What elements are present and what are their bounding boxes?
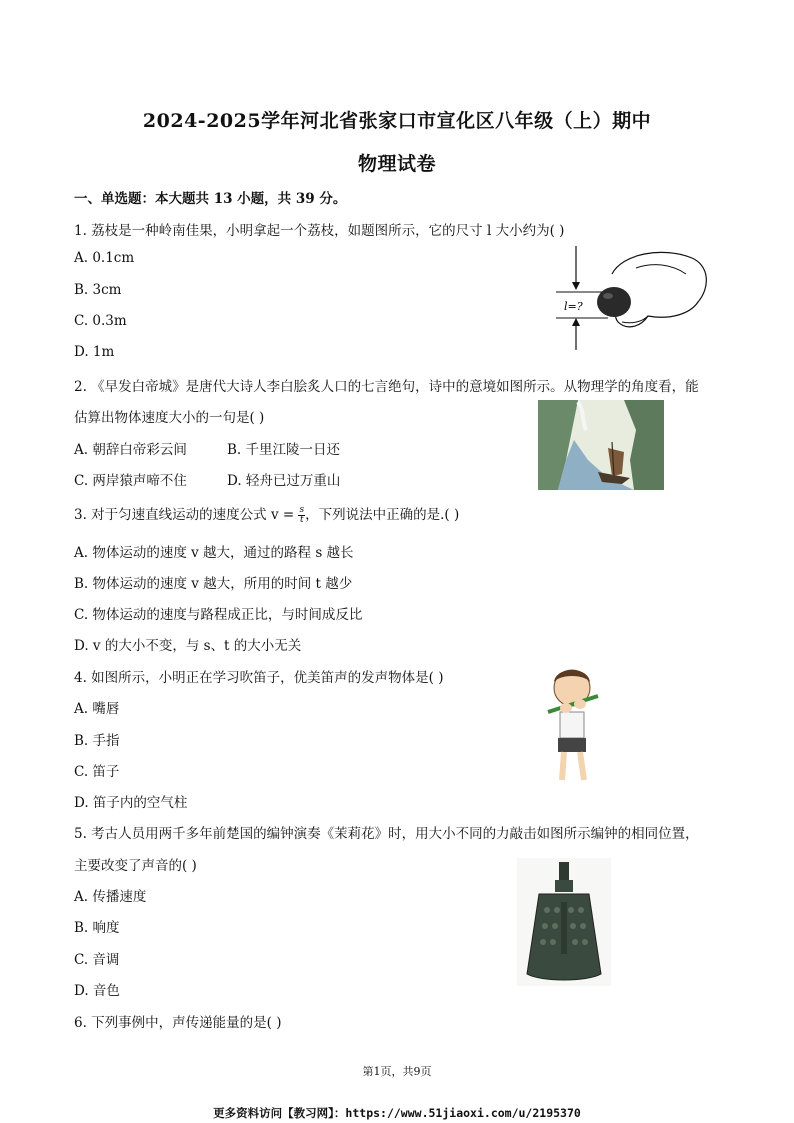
q1-option-b: B. 3cm (74, 282, 122, 298)
lychee-icon (597, 287, 631, 317)
q3-option-a: A. 物体运动的速度 v 越大，通过的路程 s 越长 (74, 545, 354, 561)
q3-option-c: C. 物体运动的速度与路程成正比，与时间成反比 (74, 607, 363, 623)
section-heading: 一、单选题：本大题共 13 小题，共 39 分。 (74, 191, 347, 207)
q5-option-d: D. 音色 (74, 983, 120, 999)
q2-option-b: B. 千里江陵一日还 (227, 442, 341, 458)
question-1-stem: 1. 荔枝是一种岭南佳果，小明拿起一个荔枝，如题图所示，它的尺寸 l 大小约为( ) (74, 223, 565, 239)
q2-option-a: A. 朝辞白帝彩云间 (74, 442, 187, 458)
question-6-stem: 6. 下列事例中，声传递能量的是( ) (74, 1015, 282, 1031)
bianzhong-bell-illustration (517, 858, 611, 986)
question-5-stem-line1: 5. 考古人员用两千多年前楚国的编钟演奏《茉莉花》时，用大小不同的力敲击如图所示编钟的相同位置， (74, 826, 699, 842)
q2-option-d: D. 轻舟已过万重山 (227, 473, 341, 489)
q4-option-a: A. 嘴唇 (74, 701, 120, 717)
q3-stem-suffix: ，下列说法中正确的是.( ) (305, 507, 460, 523)
q5-option-b: B. 响度 (74, 920, 120, 936)
boy-playing-flute-illustration (540, 660, 606, 788)
question-5-stem-line2: 主要改变了声音的( ) (74, 858, 197, 874)
question-4-stem: 4. 如图所示，小明正在学习吹笛子，优美笛声的发声物体是( ) (74, 670, 444, 686)
question-3-stem (74, 503, 459, 525)
fraction-numerator: s (299, 505, 305, 515)
title-line-2: 物理试卷 (357, 153, 436, 175)
q3-stem-prefix: 3. 对于匀速直线运动的速度公式 v = (74, 507, 299, 523)
q1-option-a: A. 0.1cm (74, 250, 135, 266)
q1-option-d: D. 1m (74, 344, 115, 360)
question-2-stem-line2: 估算出物体速度大小的一句是( ) (74, 410, 265, 426)
question-2-stem-line1: 2. 《早发白帝城》是唐代大诗人李白脍炙人口的七言绝句，诗中的意境如图所示。从物理学的角度看，能 (74, 379, 699, 395)
q3-option-d: D. v 的大小不变，与 s、t 的大小无关 (74, 638, 302, 654)
lychee-figure (552, 244, 712, 352)
fraction-denominator: t (299, 515, 304, 525)
q1-option-c: C. 0.3m (74, 313, 127, 329)
q3-option-b: B. 物体运动的速度 v 越大，所用的时间 t 越少 (74, 576, 353, 592)
q4-option-c: C. 笛子 (74, 764, 120, 780)
promo-link[interactable]: 更多资料访问【教习网】：https://www.51jiaoxi.com/u/2195370 (213, 1106, 581, 1120)
size-label: l=? (564, 300, 583, 313)
page-number: 第1页，共9页 (362, 1065, 432, 1078)
q4-option-b: B. 手指 (74, 733, 120, 749)
q5-option-c: C. 音调 (74, 952, 120, 968)
q4-option-d: D. 笛子内的空气柱 (74, 795, 188, 811)
boat-river-illustration (538, 400, 664, 490)
q2-option-c: C. 两岸猿声啼不住 (74, 473, 187, 489)
title-line-1: 2024-2025学年河北省张家口市宣化区八年级（上）期中 (142, 110, 652, 132)
q5-option-a: A. 传播速度 (74, 889, 147, 905)
